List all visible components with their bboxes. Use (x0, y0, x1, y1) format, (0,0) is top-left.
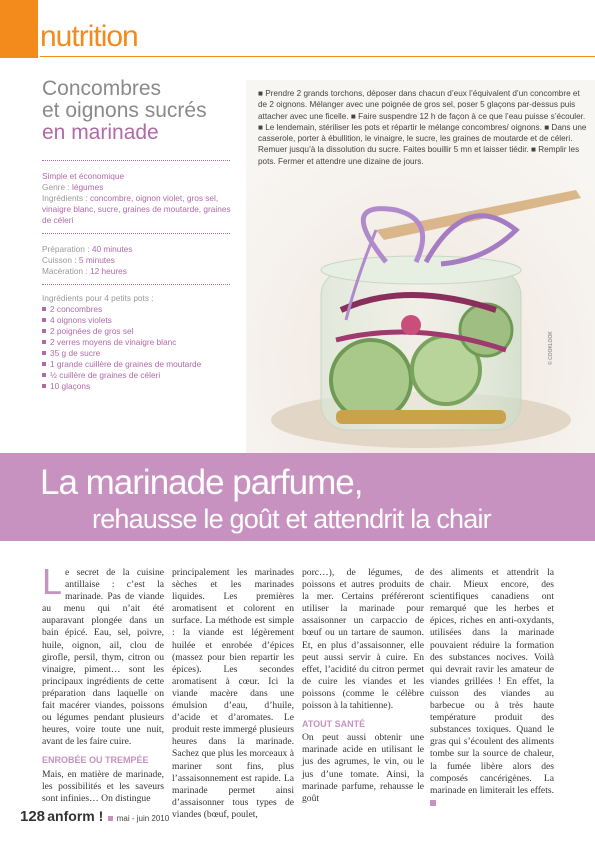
maceration-time: Macération : 12 heures (42, 266, 127, 276)
magazine-name: anform ! (47, 808, 104, 824)
square-icon (108, 816, 113, 821)
article-paragraph: principalement les marinades sèches et les marinades liquides. Les premières aromatisent et colorent en surface. La méthode est simple : la viande est légèrement huilée et enrobée d’épices (massez pour bien repartir les épices). Les secondes aromatisent à cœur. Ici la viande macère dans une émulsion d’eau, d’huile, d’acide et d’aromates. Le produit reste immergé plusieurs heures dans la marinade. Sachez que plus les morceaux à mariner sont fins, plus l’assaisonnement est rapide. La marinade permet ainsi d’assaisonner tous types de viandes (bœuf, poulet, (172, 567, 294, 820)
list-item: 2 verres moyens de vinaigre blanc (42, 337, 242, 348)
list-item: 4 oignons violets (42, 315, 242, 326)
ingredient-list-block (42, 293, 242, 392)
cook-time: Cuisson : 5 minutes (42, 255, 115, 265)
issue-date: mai - juin 2010 (116, 814, 170, 823)
recipe-tag: Simple et économique (42, 171, 125, 181)
article-paragraph: e secret de la cuisine antillaise : c’est la marinade. Pas de viande au menu qui n’ait été auparavant plongée dans un bain épicé. Eau, sel, poivre, huile, oignon, ail, clou de girofle, persil, thym, citron ou vinaigre, piment… sont les principaux ingrédients de cette préparation dans laquelle on fait macérer viandes, poissons ou légumes pendant plusieurs heures, voire toute une nuit, avant de les faire cuire. (42, 567, 164, 748)
list-item: 2 concombres (42, 304, 242, 315)
drop-cap: L (42, 561, 63, 602)
page-footer (20, 808, 169, 825)
list-item: 35 g de sucre (42, 348, 242, 359)
list-item: 2 poignées de gros sel (42, 326, 242, 337)
article-paragraph: des aliments et attendrit la chair. Mieux encore, des scientifiques canadiens ont remarqué que les herbes et épices, riches en anti-oxydants, utilisées dans la marinade pouvaient réduire la formation des substances nocives. Voilà qui devrait ravir les amateur de viandes grillées ! En effet, la cuisson des viandes au barbecue ou à très haute température produit des substances toxiques. Quand le gras qui s’écoulent des aliments tombe sur la source de chaleur, la fumée libère alors des composés cancérigènes. La marinade en limiterait les effets. (430, 567, 554, 809)
list-item: 1 grande cuillère de graines de moutarde (42, 359, 242, 370)
divider (42, 284, 230, 285)
section-title: nutrition (40, 20, 138, 53)
ingredients-line: Ingrédients : concombre, oignon violet, gros sel, vinaigre blanc, sucre, graines de moutarde, graines de céleri (42, 193, 231, 225)
recipe-steps: ■ Prendre 2 grands torchons, déposer dans chacun d’eux l’équivalent d’un concombre et de 2 oignons. Mélanger avec une poignée de gros sel, poser 5 glaçons par-dessus puis attacher avec une ficelle. ■ Faire suspendre 12 h de façon à ce que l’eau puisse s’écouler. ■ Le lendemain, stériliser les pots et répartir le mélange concombres/ oignons. ■ Dans une casserole, porter à ébullition, le vinaigre, le sucre, les graines de moutarde et de céleri. Remuer jusqu’à la dissolution du sucre. Faites bouillir 5 mn et laisser tiédir. ■ Remplir les pots. Fermer et attendre une dizaine de jours. (258, 89, 587, 166)
article-column-1 (42, 561, 164, 805)
page-number: 128 (20, 808, 46, 825)
end-mark-icon (430, 800, 436, 806)
article-column-4 (430, 567, 554, 809)
divider (42, 160, 230, 161)
headline-line2: rehausse le goût et attendrit la chair (92, 504, 491, 534)
prep-time: Préparation : 40 minutes (42, 244, 133, 254)
section-color-tab (0, 0, 38, 58)
genre-line: Genre : légumes (42, 182, 104, 192)
ingredient-list-title: Ingrédients pour 4 petits pots : (42, 293, 154, 303)
recipe-title (42, 78, 242, 144)
headline-line1: La marinade parfume, (40, 463, 363, 502)
divider (42, 233, 230, 234)
article-paragraph: Mais, en matière de marinade, les possibilités et les saveurs sont infinies… On distingue (42, 768, 164, 804)
list-item: 10 glaçons (42, 381, 242, 392)
recipe-title-line2: et oignons sucrés (42, 99, 207, 122)
article-column-3 (302, 567, 424, 805)
photo-credit: © COOKLOOK (548, 331, 554, 365)
article-paragraph: On peut aussi obtenir une marinade acide en utilisant le jus des agrumes, le vin, ou le jus d’une tomate. Ainsi, la marinade parfume, rehausse le goût (302, 732, 424, 804)
subheading: ATOUT SANTÉ (302, 719, 366, 730)
list-item: ½ cuillère de graines de céleri (42, 370, 242, 381)
subheading: ENROBÉE OU TREMPÉE (42, 755, 149, 766)
article-paragraph: porc…), de légumes, de poissons et autres produits de la mer. Certains préféreront utiliser la marinade pour assaisonner un carpaccio de bœuf ou un tartare de saumon. Et, en plus d’assaisonner, elle peut aussi servir à cuire. En effet, l’acidité du citron permet de cuire les viandes et les poissons (comme le célèbre poisson à la tahitienne). (302, 567, 424, 712)
article-column-2 (172, 567, 294, 821)
ingredient-list (42, 304, 242, 392)
recipe-meta (42, 171, 242, 226)
recipe-times (42, 244, 242, 277)
recipe-title-line1: Concombres (42, 77, 162, 100)
recipe-title-line3: en marinade (42, 121, 159, 144)
header-rule (40, 56, 595, 57)
